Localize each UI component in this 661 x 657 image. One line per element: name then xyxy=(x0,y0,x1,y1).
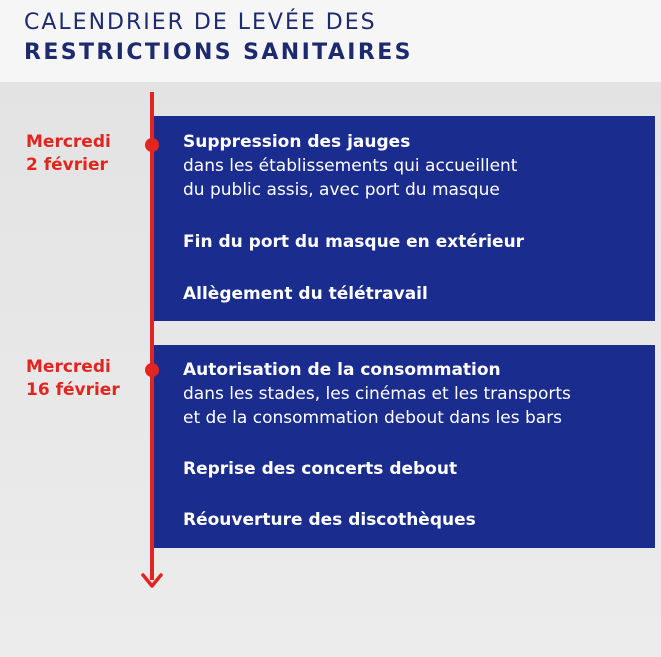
measure-2-1 xyxy=(183,358,571,430)
measure-heading: Reprise des concerts debout xyxy=(183,459,458,479)
timeline-dot-2 xyxy=(145,363,159,377)
timeline-line xyxy=(150,92,154,580)
measure-heading: Allègement du télétravail xyxy=(183,284,428,304)
measure-1-3 xyxy=(183,282,428,306)
measure-2-3 xyxy=(183,508,476,532)
date-weekday: Mercredi xyxy=(26,357,111,377)
page-title-line2: RESTRICTIONS SANITAIRES xyxy=(24,40,413,65)
measure-heading: Fin du port du masque en extérieur xyxy=(183,232,525,252)
milestone-panel-2 xyxy=(153,345,655,548)
milestone-date-2 xyxy=(26,356,120,402)
measure-detail: dans les stades, les cinémas et les transports xyxy=(183,384,571,404)
measure-detail: et de la consommation debout dans les bars xyxy=(183,408,563,428)
measure-heading: Réouverture des discothèques xyxy=(183,510,476,530)
date-day: 16 février xyxy=(26,380,120,400)
milestone-date-1 xyxy=(26,131,111,177)
measure-detail: dans les établissements qui accueillent xyxy=(183,156,518,176)
measure-1-1 xyxy=(183,130,517,202)
arrow-down-icon xyxy=(141,572,163,590)
milestone-panel-1 xyxy=(153,116,655,321)
measure-heading: Autorisation de la consommation xyxy=(183,360,501,380)
page-title-line1: CALENDRIER DE LEVÉE DES xyxy=(24,10,377,35)
header xyxy=(0,0,661,82)
measure-2-2 xyxy=(183,457,457,481)
measure-detail: du public assis, avec port du masque xyxy=(183,180,500,200)
measure-1-2 xyxy=(183,230,524,254)
date-weekday: Mercredi xyxy=(26,132,111,152)
timeline-dot-1 xyxy=(145,138,159,152)
measure-heading: Suppression des jauges xyxy=(183,132,411,152)
date-day: 2 février xyxy=(26,155,108,175)
